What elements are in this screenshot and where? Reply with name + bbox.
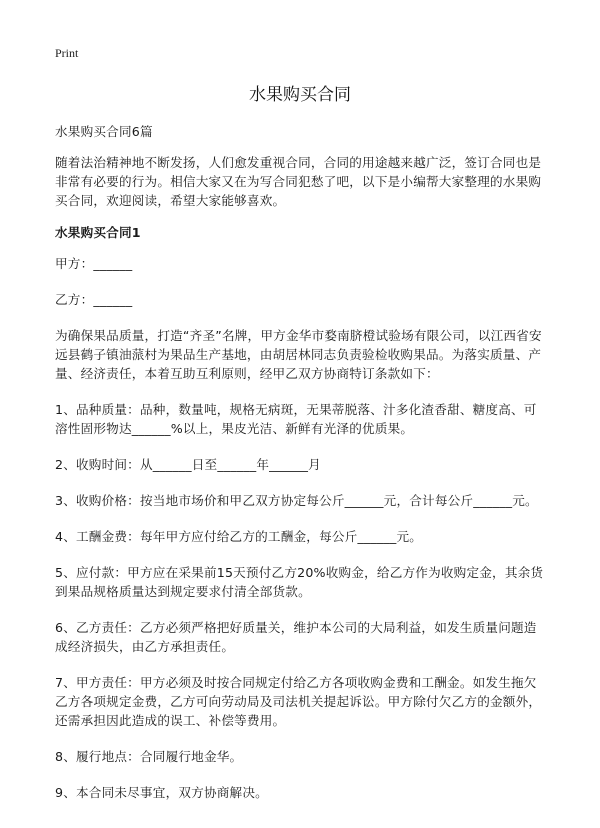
clause-3: 3、收购价格：按当地市场价和甲乙双方协定每公斤______元，合计每公斤______元。 — [55, 493, 538, 508]
clause-8: 8、履行地点：合同履行地金华。 — [55, 749, 243, 764]
clause-4: 4、工酬金费：每年甲方应付给乙方的工酬金，每公斤______元。 — [55, 529, 423, 544]
document-body — [55, 122, 547, 819]
clause-1: 1、品种质量：品种，数量吨，规格无病斑，无果蒂脱落、汁多化渣香甜、糖度高、可溶性固形物达______%以上，果皮光洁、新鲜有光泽的优质果。 — [55, 402, 537, 436]
clause-7: 7、甲方责任：甲方必须及时按合同规定付给乙方各项收购金费和工酬金。如发生拖欠乙方各项规定金费，乙方可向劳动局及司法机关提起诉讼。甲方除付欠乙方的金额外，还需承担因此造成的误工、补偿等费用。 — [55, 675, 542, 728]
party-a-line: 甲方：______ — [55, 256, 133, 271]
clause-6: 6、乙方责任：乙方必须严格把好质量关，维护本公司的大局利益，如发生质量问题造成经济损失，由乙方承担责任。 — [55, 620, 537, 654]
clause-5: 5、应付款：甲方应在采果前15天预付乙方20%收购金，给乙方作为收购定金，其余货到果品规格质量达到规定要求付清全部货款。 — [55, 565, 544, 599]
party-b-line: 乙方：______ — [55, 292, 133, 307]
intro-paragraph: 随着法治精神地不断发扬，人们愈发重视合同，合同的用途越来越广泛，签订合同也是非常有必要的行为。相信大家又在为写合同犯愁了吧，以下是小编帮大家整理的水果购买合同，欢迎阅读，希望大家能够喜欢。 — [55, 155, 542, 208]
clause-9: 9、本合同未尽事宜，双方协商解决。 — [55, 785, 268, 800]
section-heading: 水果购买合同1 — [55, 225, 141, 240]
print-link[interactable]: Print — [55, 46, 79, 60]
document-title: 水果购买合同 — [249, 85, 351, 105]
clause-2: 2、收购时间：从______日至______年______月 — [55, 457, 321, 472]
document-subtitle: 水果购买合同6篇 — [55, 124, 153, 139]
preamble-paragraph: 为确保果品质量，打造“齐圣”名牌，甲方金华市婺南脐橙试验场有限公司，以江西省安远县鹤子镇油蒎村为果品生产基地，由胡居林同志负责验检收购果品。为落实质量、产量、经济责任，本着互助互利原则，经甲乙双方协商特订条款如下： — [55, 328, 542, 381]
